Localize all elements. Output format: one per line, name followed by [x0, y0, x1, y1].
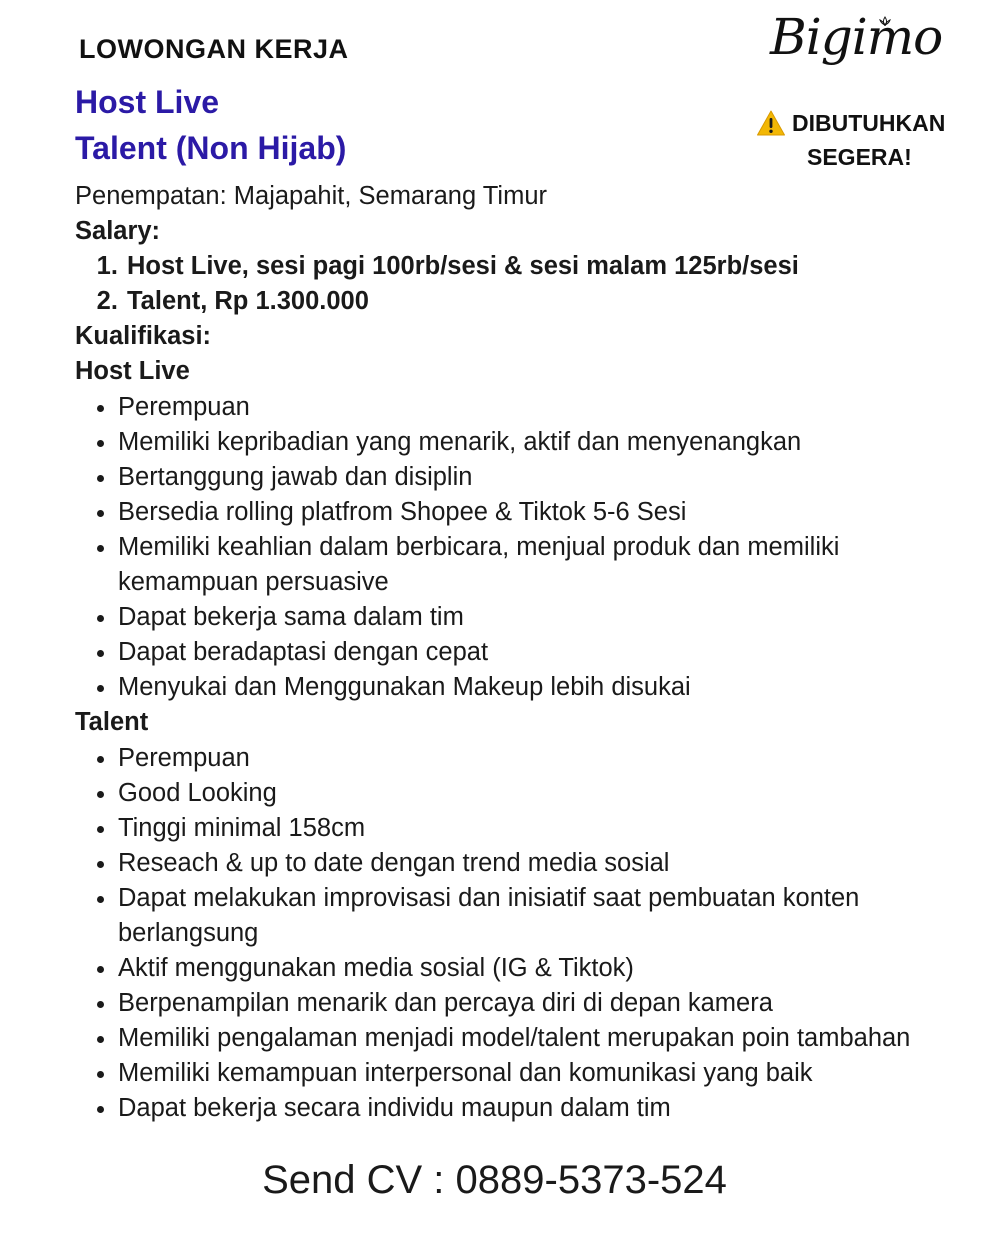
- job-details: [75, 179, 985, 1127]
- list-item: • Dapat bekerja secara individu maupun dalam tim: [118, 1091, 985, 1126]
- qualifications-heading: Kualifikasi:: [75, 322, 212, 351]
- host-live-heading: Host Live: [75, 357, 190, 386]
- salary-item: 2. Talent, Rp 1.300.000: [125, 284, 985, 319]
- list-item: • Dapat beradaptasi dengan cepat: [118, 635, 985, 670]
- talent-qualifications: [75, 741, 985, 1127]
- send-cv-contact: Send CV : 0889-5373-524: [262, 1158, 727, 1202]
- host-live-qualifications: [75, 390, 985, 706]
- job-title-talent: Talent (Non Hijab): [75, 130, 347, 166]
- urgent-text-line2: SEGERA!: [807, 144, 912, 170]
- urgent-text-line1: DIBUTUHKAN: [792, 110, 946, 136]
- salary-heading: Salary:: [75, 217, 161, 246]
- warning-triangle-icon: [756, 109, 786, 137]
- urgent-notice: [756, 106, 976, 174]
- job-title-host-live: Host Live: [75, 84, 220, 120]
- header-label: LOWONGAN KERJA: [79, 34, 349, 64]
- list-item: • Dapat bekerja sama dalam tim: [118, 600, 985, 635]
- salary-list: [75, 249, 985, 319]
- talent-heading: Talent: [75, 708, 149, 737]
- list-item: • Memiliki kepribadian yang menarik, aktif dan menyenangkan: [118, 425, 985, 460]
- placement-text: Penempatan: Majapahit, Semarang Timur: [75, 182, 547, 210]
- list-item: • Bertanggung jawab dan disiplin: [118, 460, 985, 495]
- list-item: • Memiliki pengalaman menjadi model/talent merupakan poin tambahan: [118, 1021, 985, 1056]
- list-item: • Berpenampilan menarik dan percaya diri di depan kamera: [118, 986, 985, 1021]
- list-item: • Good Looking: [118, 776, 985, 811]
- list-item: • Memiliki keahlian dalam berbicara, menjual produk dan memiliki kemampuan persuasive: [118, 530, 985, 600]
- list-item: • Perempuan: [118, 741, 985, 776]
- list-item: • Memiliki kemampuan interpersonal dan komunikasi yang baik: [118, 1056, 985, 1091]
- list-item: • Reseach & up to date dengan trend media sosial: [118, 846, 985, 881]
- list-item: • Perempuan: [118, 390, 985, 425]
- list-item: • Dapat melakukan improvisasi dan inisiatif saat pembuatan konten berlangsung: [118, 881, 985, 951]
- brand-logo: Bigimo: [770, 8, 943, 66]
- logo-flower-icon: [878, 16, 892, 26]
- salary-item: 1. Host Live, sesi pagi 100rb/sesi & sesi malam 125rb/sesi: [125, 249, 985, 284]
- list-item: • Bersedia rolling platfrom Shopee & Tiktok 5-6 Sesi: [118, 495, 985, 530]
- list-item: • Tinggi minimal 158cm: [118, 811, 985, 846]
- list-item: • Aktif menggunakan media sosial (IG & Tiktok): [118, 951, 985, 986]
- list-item: • Menyukai dan Menggunakan Makeup lebih disukai: [118, 670, 985, 705]
